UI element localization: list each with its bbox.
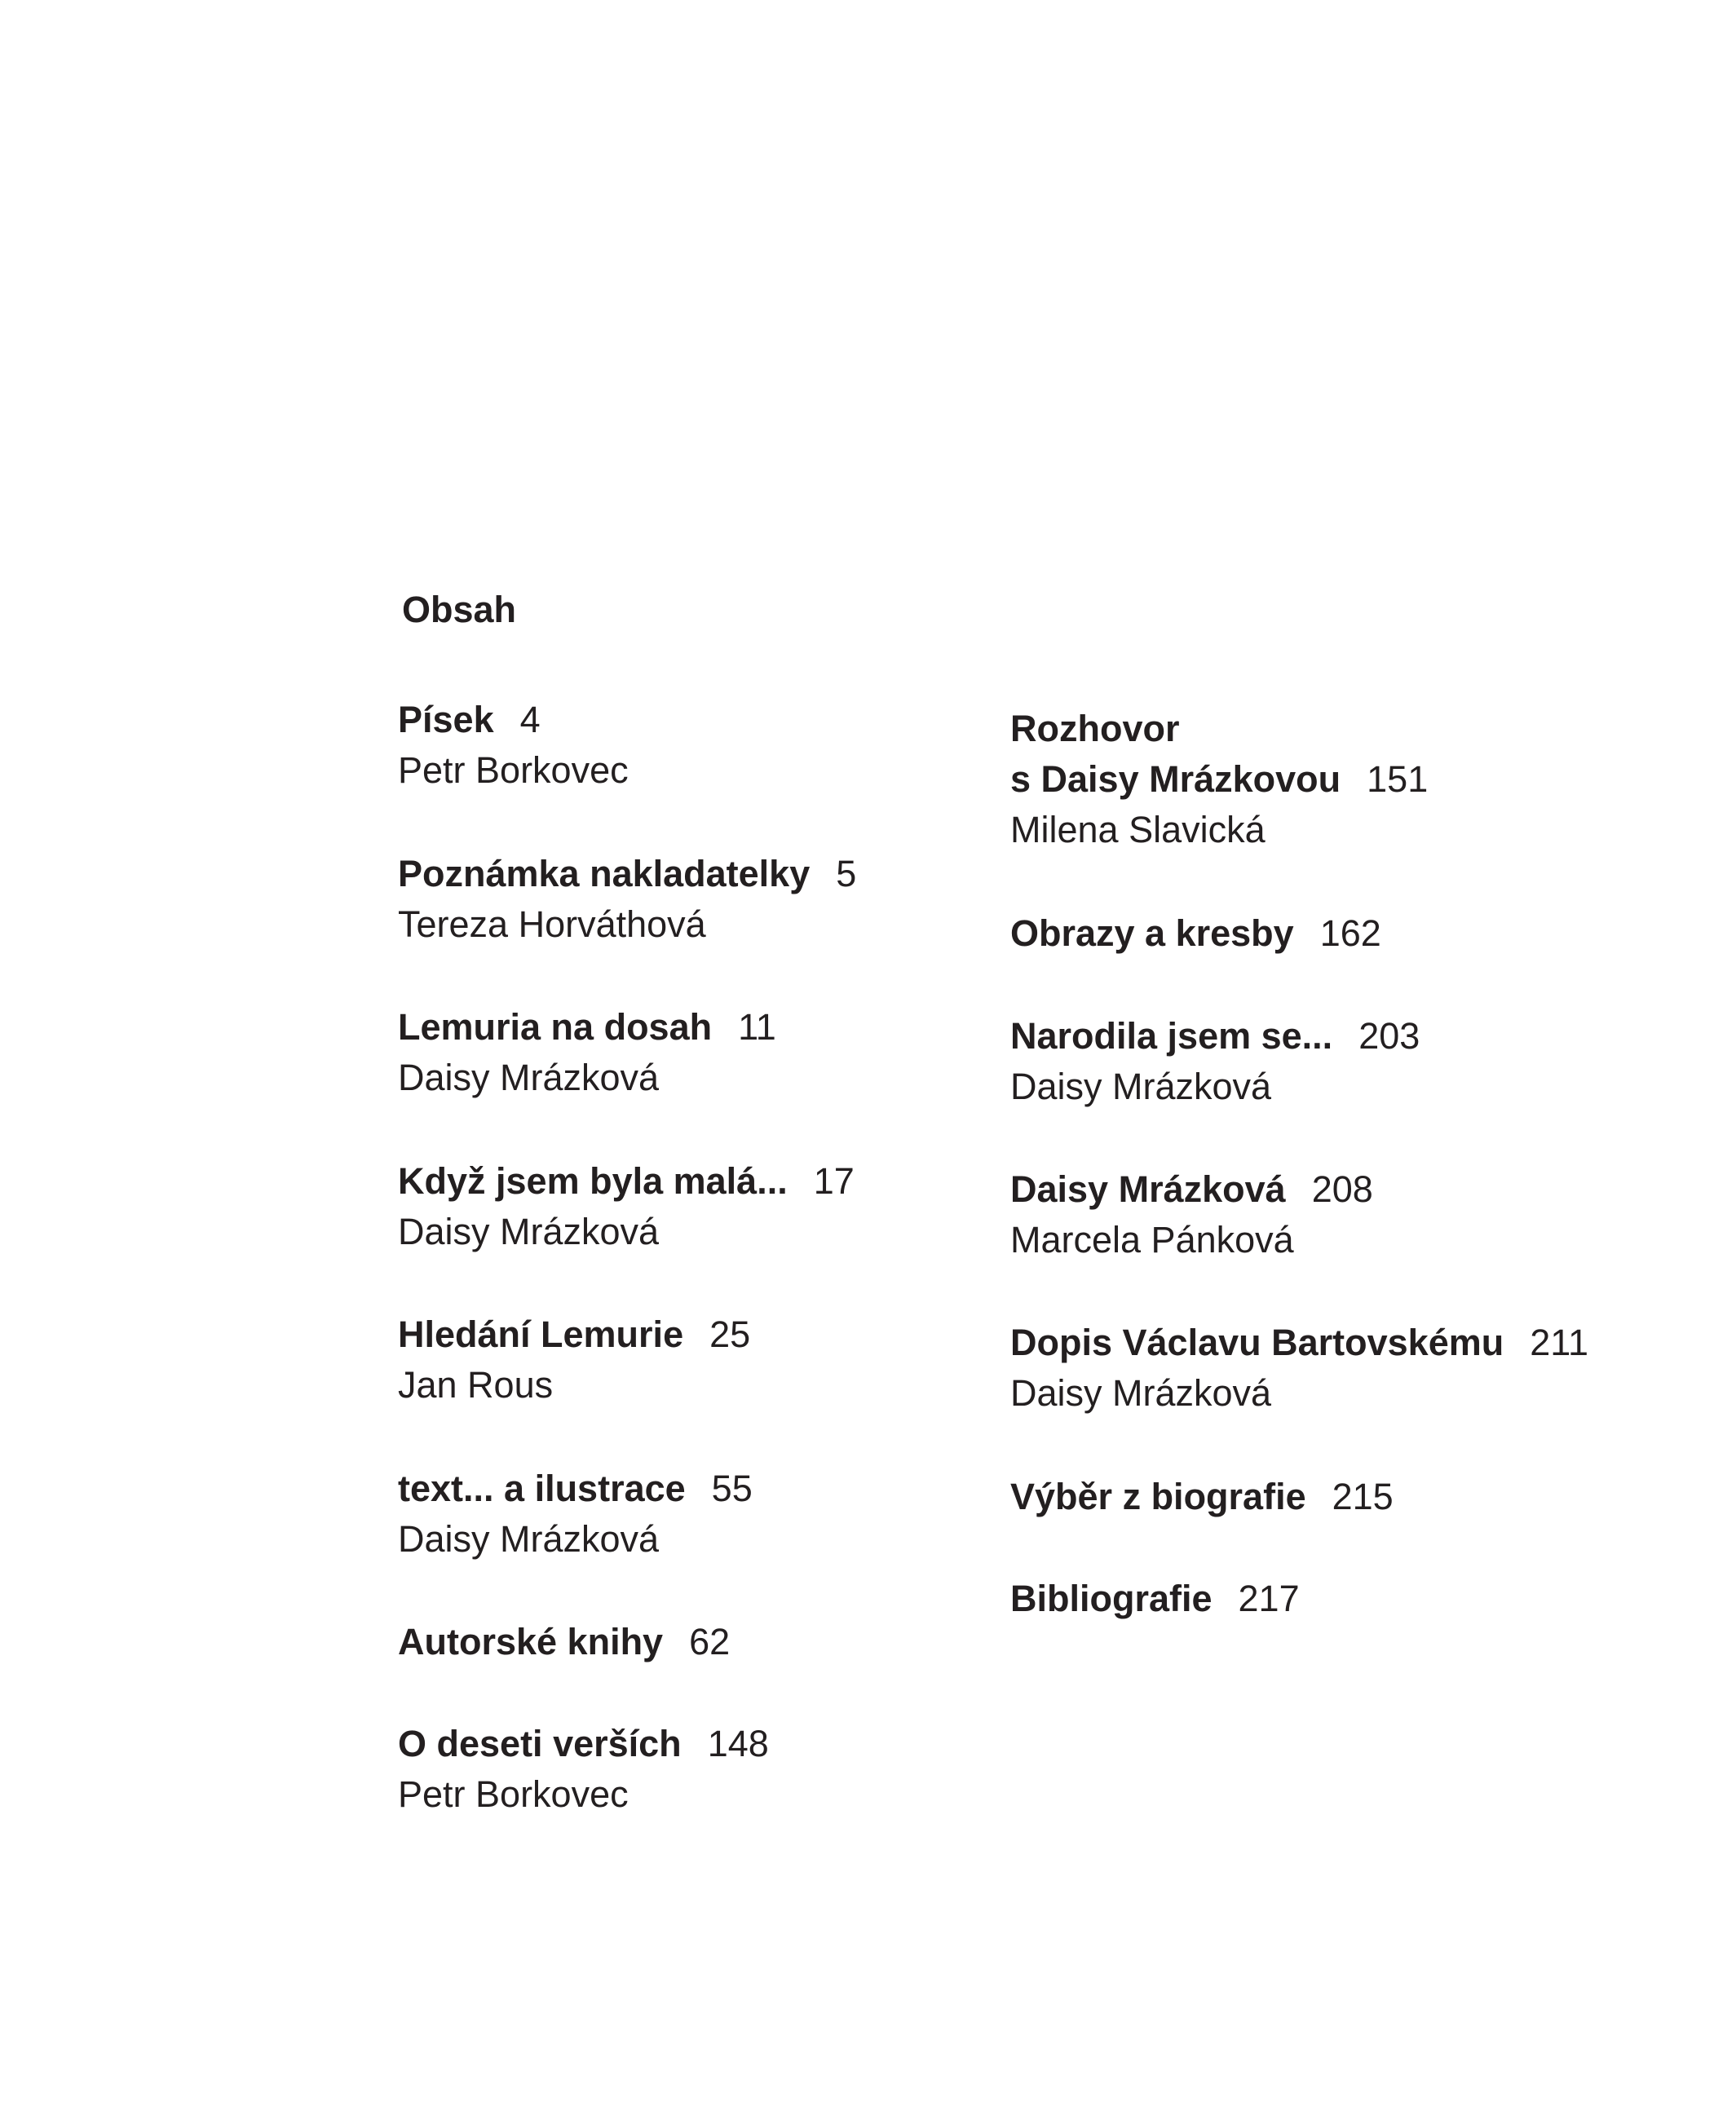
- entry-page-number: 25: [709, 1313, 751, 1355]
- entry-page-number: 55: [711, 1468, 753, 1509]
- entry-page-number: 5: [836, 853, 857, 894]
- entry-author: Jan Rous: [398, 1364, 554, 1406]
- entry-title: s Daisy Mrázkovou: [1010, 758, 1341, 800]
- entry-page-number: 211: [1530, 1322, 1588, 1363]
- entry-page-number: 215: [1332, 1476, 1394, 1517]
- toc-entry: [1010, 1318, 1736, 1419]
- entry-title: Narodila jsem se...: [1010, 1015, 1333, 1057]
- entry-page-number: 62: [689, 1621, 731, 1662]
- entry-title: Když jsem byla malá...: [398, 1160, 788, 1202]
- entry-title: Bibliografie: [1010, 1578, 1213, 1619]
- entry-page-number: 162: [1319, 912, 1381, 954]
- toc-entry: [1010, 1011, 1736, 1112]
- entry-title: Výběr z biografie: [1010, 1476, 1306, 1517]
- entry-title: Hledání Lemurie: [398, 1313, 684, 1355]
- entry-page-number: 217: [1238, 1578, 1300, 1619]
- entry-title: Dopis Václavu Bartovskému: [1010, 1322, 1504, 1363]
- toc-entry: [1010, 704, 1736, 855]
- entry-page-number: 17: [813, 1160, 855, 1202]
- entry-page-number: 4: [519, 699, 541, 740]
- toc-entry: [1010, 908, 1736, 959]
- entry-author: Daisy Mrázková: [398, 1057, 660, 1098]
- entry-title: Lemuria na dosah: [398, 1006, 713, 1048]
- entry-title: Daisy Mrázková: [1010, 1168, 1286, 1210]
- toc-heading: Obsah: [402, 589, 517, 630]
- entry-author: Daisy Mrázková: [398, 1518, 660, 1560]
- toc-entry: [1010, 1574, 1736, 1624]
- entry-author: Milena Slavická: [1010, 809, 1266, 850]
- entry-page-number: 11: [738, 1006, 776, 1048]
- entry-title: Autorské knihy: [398, 1621, 664, 1662]
- entry-author: Marcela Pánková: [1010, 1219, 1294, 1261]
- entry-author: Petr Borkovec: [398, 1773, 629, 1815]
- entry-title: Písek: [398, 699, 494, 740]
- entry-author: Daisy Mrázková: [1010, 1066, 1272, 1107]
- toc-entry: [1010, 1164, 1736, 1265]
- entry-title-line: Rozhovor: [1010, 708, 1180, 749]
- entry-page-number: 151: [1367, 758, 1429, 800]
- entry-title: Poznámka nakladatelky: [398, 853, 811, 894]
- entry-page-number: 208: [1311, 1168, 1373, 1210]
- toc-entry: [398, 1719, 1132, 1820]
- toc-entry: [398, 1617, 1132, 1667]
- entry-page-number: 203: [1358, 1015, 1420, 1057]
- toc-entry: [1010, 1472, 1736, 1522]
- entry-title: Obrazy a kresby: [1010, 912, 1294, 954]
- entry-author: Daisy Mrázková: [398, 1211, 660, 1252]
- entry-title: O deseti verších: [398, 1723, 682, 1764]
- entry-author: Daisy Mrázková: [1010, 1372, 1272, 1414]
- entry-page-number: 148: [707, 1723, 769, 1764]
- entry-author: Petr Borkovec: [398, 749, 629, 791]
- entry-author: Tereza Horváthová: [398, 903, 706, 945]
- entry-title: text... a ilustrace: [398, 1468, 686, 1509]
